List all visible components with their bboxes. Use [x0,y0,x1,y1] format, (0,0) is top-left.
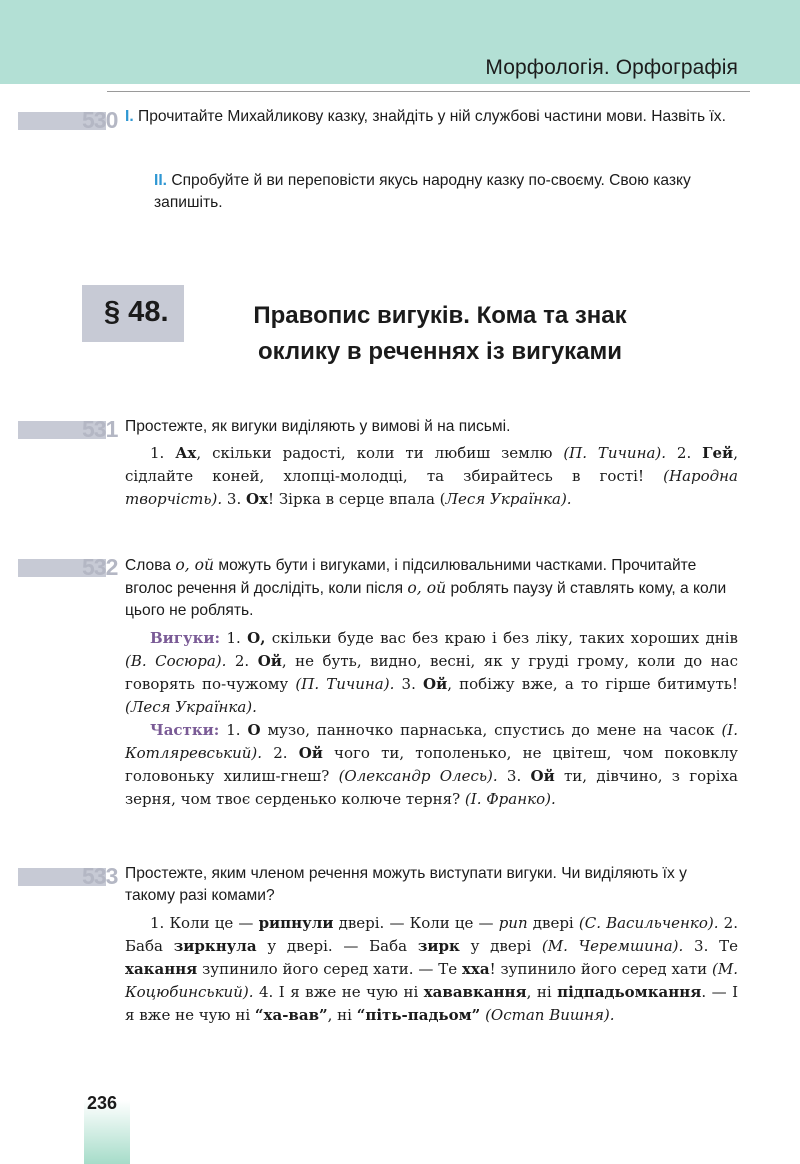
exercise-530-task-2 [154,170,738,214]
header-divider [107,91,750,92]
exercise-530-task-1 [125,106,738,128]
interjections-label: Вигуки: [150,629,221,647]
exercise-533-instruction: Простежте, яким членом речення можуть виступати вигуки. Чи виділяють їх у такому разі комами? [125,865,687,904]
roman-numeral: I. [125,108,134,125]
particles-paragraph: Частки: 1. О музо, панночко парнаська, спустись до мене на часок (І. Котляревський). 2. Ой чого ти, тополенько, не цвітеш, чом поковклу головоньку хилиш-гнеш? (Олександр Олесь). 3. Ой ти, дівчино, з горіха зерня, чом твоє серденько колюче терня? (І. Франко). [125,721,738,808]
running-header: Морфологія. Орфографія [485,56,738,79]
exercise-number-533: 533 [82,863,118,889]
exercise-number-532: 532 [82,554,118,580]
exercise-533-sentences [125,912,738,1027]
task-text: Прочитайте Михайликову казку, знайдіть у ній службові частини мови. Назвіть їх. [138,108,726,125]
exercise-532-instruction: Слова о, ой можуть бути і вигуками, і підсилювальними частками. Прочитайте вголос речення й дослідіть, коли після о, ой роблять паузу й ставлять кому, а коли цього не роблять. [125,556,727,619]
page-number: 236 [87,1093,118,1113]
particles-label: Частки: [150,721,220,739]
exercise-number-531: 531 [82,416,118,442]
exercise-531-sentences [125,442,738,511]
roman-numeral: II. [154,172,167,189]
exercise-532-sentences [125,627,738,811]
exercise-number-530: 530 [82,107,118,133]
section-title [200,298,680,370]
task-text: Спробуйте й ви переповісти якусь народну казку по-своєму. Свою казку запишіть. [154,172,691,211]
interjections-paragraph: Вигуки: 1. О, скільки буде вас без краю і без ліку, таких хороших днів (В. Сосюра). 2. Ой, не буть, видно, весні, як у груді грому, коли до нас говорять по-чужому (П. Тичина). 3. Ой, побіжу вже, а то гірше битимуть! (Леся Українка). [125,629,738,716]
example-paragraph: 1. Коли це — рипнули двері. — Коли це — рип двері (С. Васильченко). 2. Баба зиркнула у двері. — Баба зирк у двері (М. Черемшина). 3. Те хакання зупинило його серед хати. — Те хха! зупинило його серед хати (М. Коцюбинський). 4. І я вже не чую ні хававкання, ні підпадьомкання. — І я вже не чую ні “ха-вав”, ні “піть-падьом” (Остап Вишня). [125,914,738,1024]
section-title-line: оклику в реченнях із вигуками [257,338,623,365]
example-paragraph: 1. Ах, скільки радості, коли ти любиш землю (П. Тичина). 2. Гей, сідлайте коней, хлопці-молодці, та збирайтесь в гості! (Народна творчість). 3. Ох! Зірка в серце впала (Леся Українка). [125,444,738,508]
exercise-531-instruction: Простежте, як вигуки виділяють у вимові й на письмі. [125,418,511,435]
section-number: § 48. [104,296,169,328]
section-title-line: Правопис вигуків. Кома та знак [253,302,627,329]
